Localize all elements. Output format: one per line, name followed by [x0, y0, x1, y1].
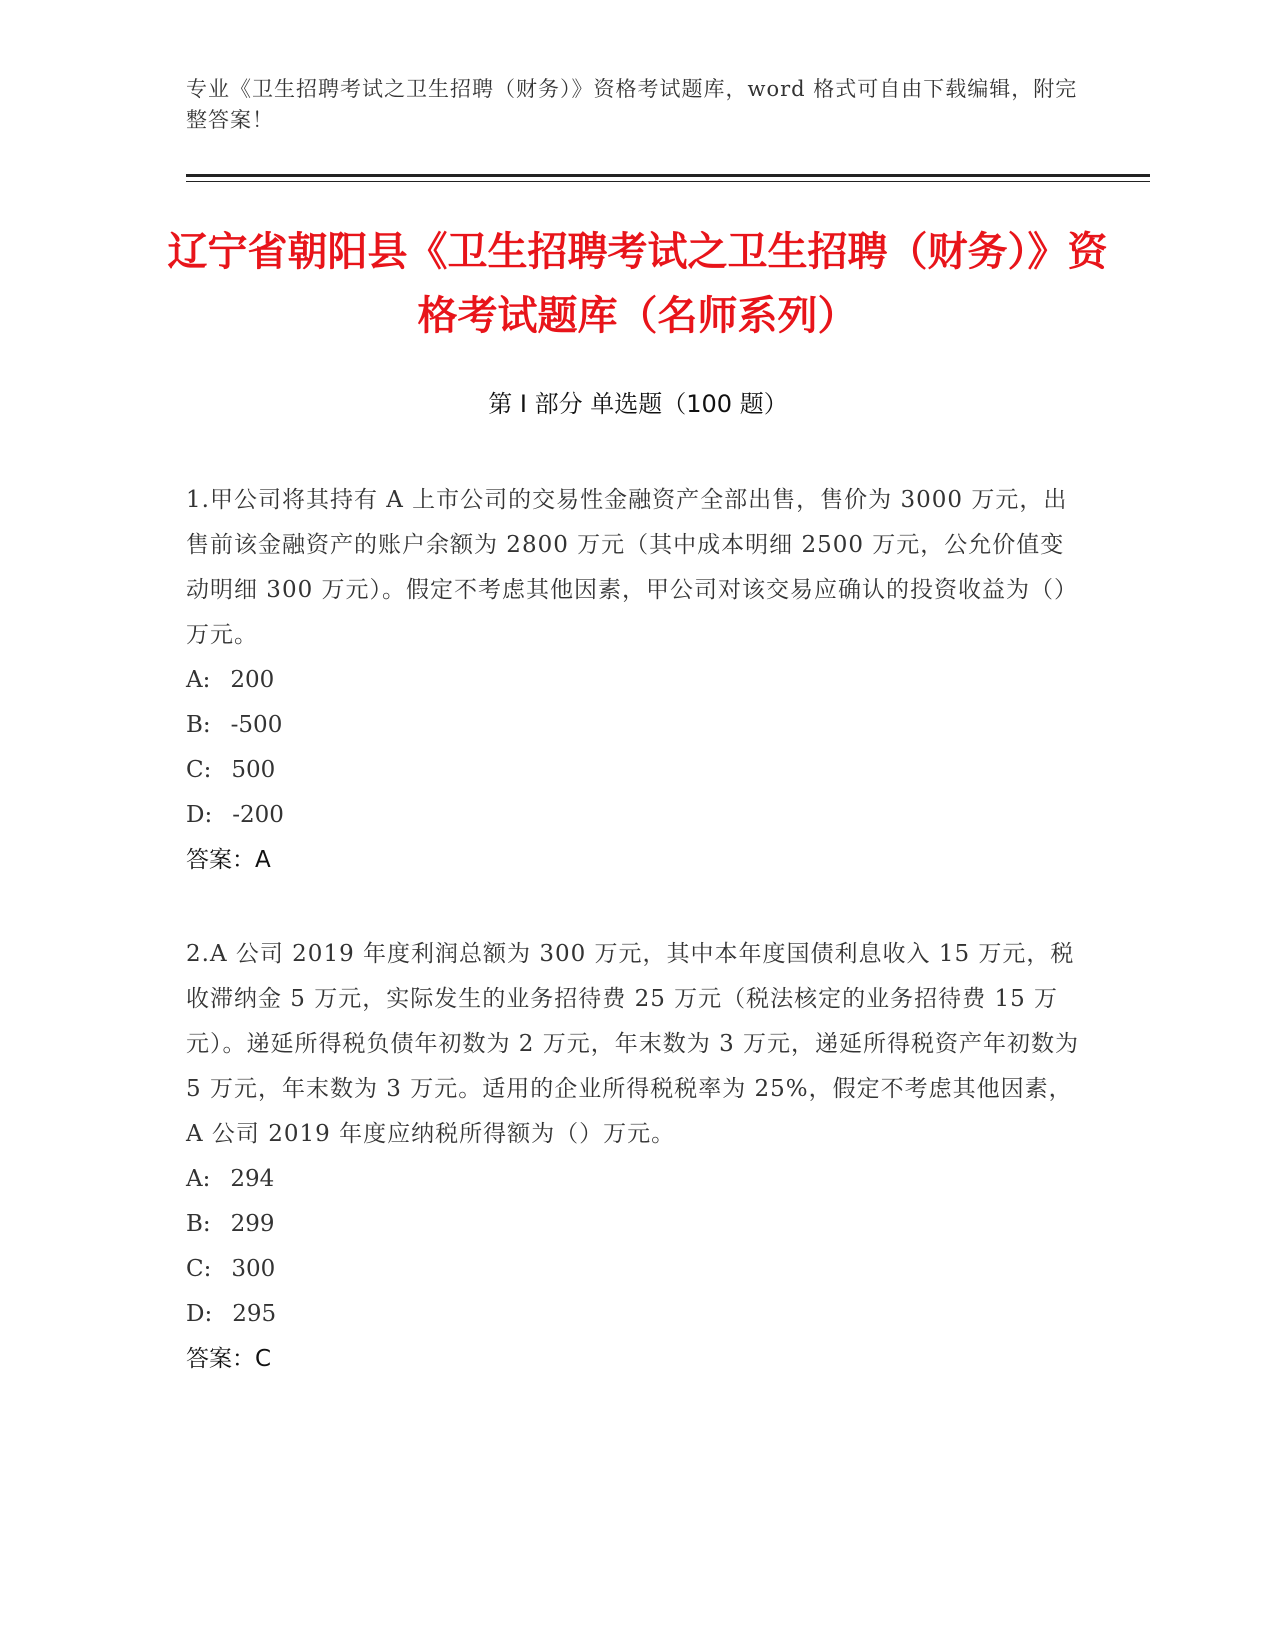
option-key: A: [186, 1166, 211, 1192]
option-a [186, 1157, 1086, 1202]
question-answer: 答案：A [186, 847, 271, 873]
option-d [186, 1292, 1086, 1337]
header-rule-thin [186, 181, 1150, 182]
option-text: 299 [230, 1211, 275, 1237]
option-key: B: [186, 1211, 211, 1237]
question-2 [186, 932, 1086, 1382]
option-key: D: [186, 1301, 213, 1327]
option-b [186, 703, 1086, 748]
question-stem: 1.甲公司将其持有 A 上市公司的交易性金融资产全部出售，售价为 3000 万元，出售前该金融资产的账户余额为 2800 万元（其中成本明细 2500 万元，公允价值变动明细 300 万元）。假定不考虑其他因素，甲公司对该交易应确认的投资收益为（）万元。 [186, 487, 1079, 648]
question-options [186, 1157, 1086, 1337]
option-b [186, 1202, 1086, 1247]
option-text: 294 [230, 1166, 275, 1192]
option-text: -200 [232, 802, 284, 828]
option-text: 295 [232, 1301, 277, 1327]
option-key: A: [186, 667, 211, 693]
question-stem: 2.A 公司 2019 年度利润总额为 300 万元，其中本年度国债利息收入 15 万元，税收滞纳金 5 万元，实际发生的业务招待费 25 万元（税法核定的业务招待费 15 万元）。递延所得税负债年初数为 2 万元，年末数为 3 万元，递延所得税资产年初数为 5 万元，年末数为 3 万元。适用的企业所得税税率为 25%，假定不考虑其他因素，A 公司 2019 年度应纳税所得额为（）万元。 [186, 941, 1080, 1147]
section-title: 第 I 部分 单选题（100 题） [488, 390, 788, 418]
header-note: 专业《卫生招聘考试之卫生招聘（财务）》资格考试题库，word 格式可自由下载编辑，附完整答案！ [186, 77, 1078, 132]
question-options [186, 658, 1086, 838]
document-title: 辽宁省朝阳县《卫生招聘考试之卫生招聘（财务）》资格考试题库（名师系列） [167, 229, 1108, 339]
option-key: B: [186, 712, 211, 738]
option-c [186, 1247, 1086, 1292]
option-a [186, 658, 1086, 703]
question-1 [186, 478, 1086, 883]
option-key: D: [186, 802, 213, 828]
option-key: C: [186, 757, 212, 783]
option-text: -500 [230, 712, 283, 738]
option-text: 200 [230, 667, 275, 693]
option-key: C: [186, 1256, 212, 1282]
option-text: 300 [231, 1256, 276, 1282]
option-c [186, 748, 1086, 793]
header-rule-thick [186, 174, 1150, 177]
option-text: 500 [231, 757, 276, 783]
option-d [186, 793, 1086, 838]
question-answer: 答案：C [186, 1346, 272, 1372]
